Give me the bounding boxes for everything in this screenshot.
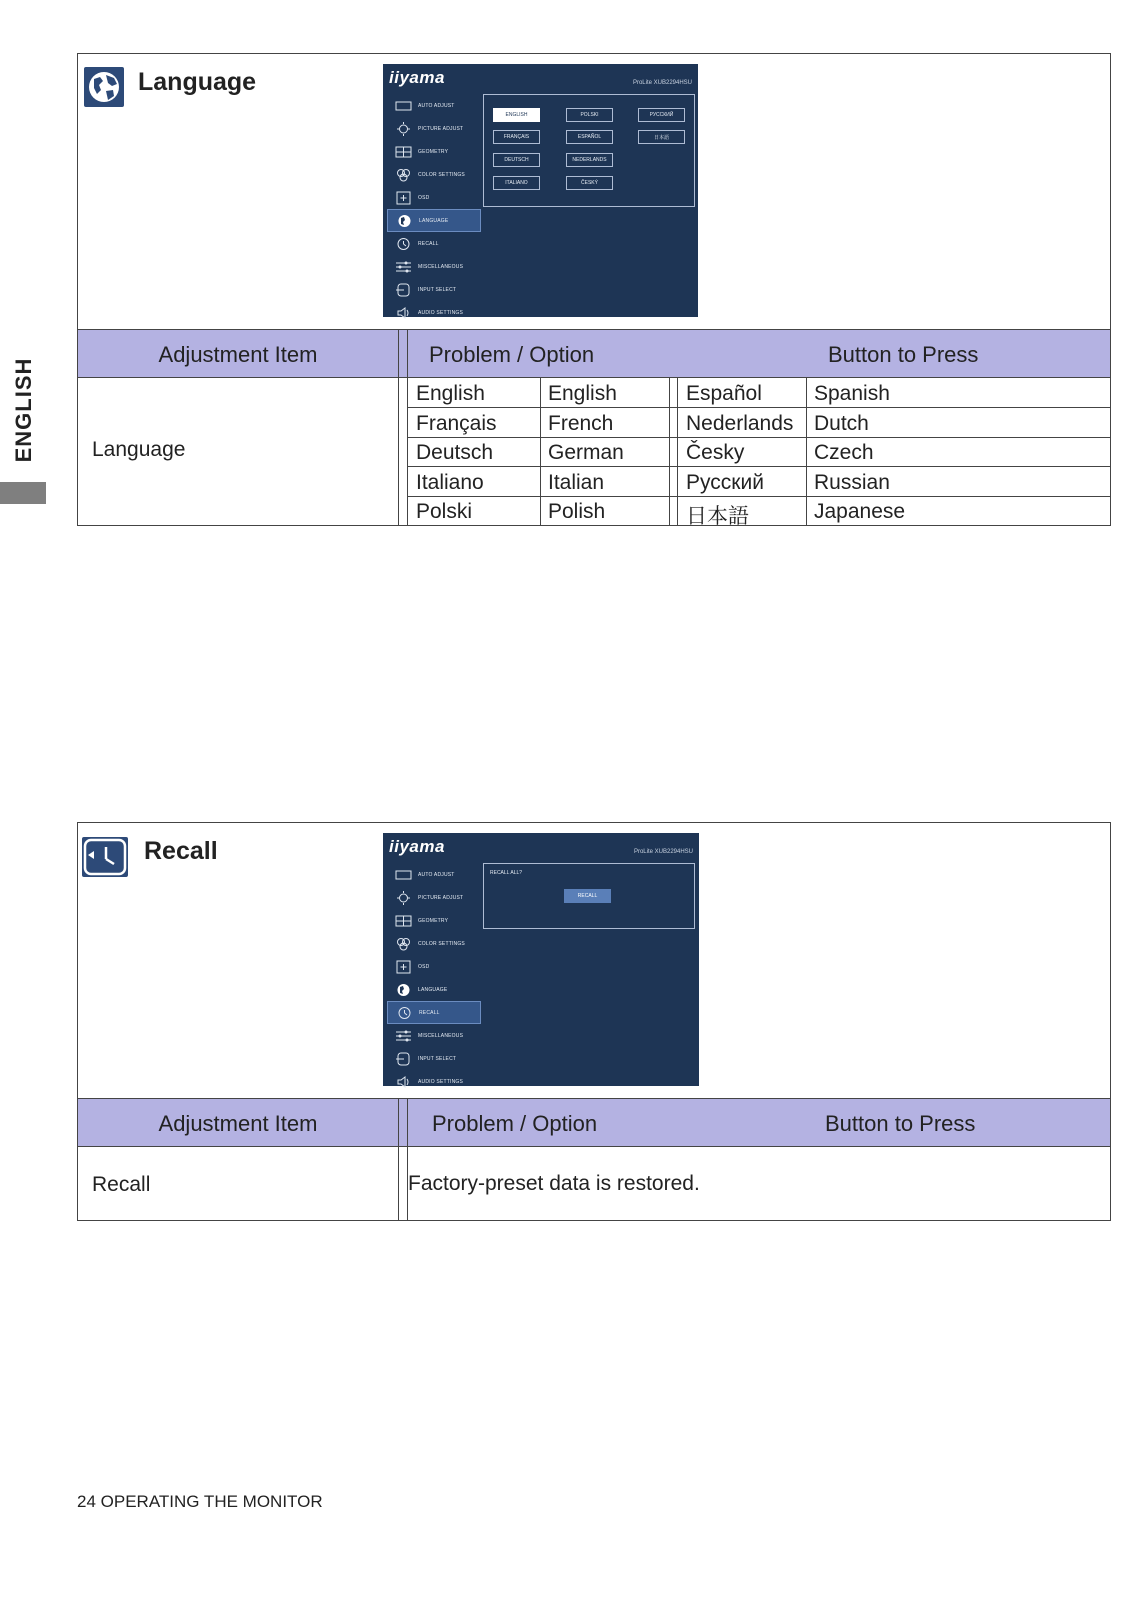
column-divider: [398, 1147, 408, 1220]
osd-menu-item-label: GEOMETRY: [418, 148, 449, 155]
osd-menu-item-label: OSD: [418, 963, 430, 970]
native-language-name: Nederlands: [686, 411, 794, 435]
table-header: [78, 1099, 1110, 1147]
osd-menu-item[interactable]: [387, 1024, 481, 1047]
osd-menu-item[interactable]: [387, 909, 481, 932]
language-options-panel: [483, 94, 695, 207]
osd-menu-item-label: PICTURE ADJUST: [418, 894, 464, 901]
recall-icon: [82, 837, 128, 877]
osd-menu-item-label: OSD: [418, 194, 430, 201]
osd-menu-item-label: AUTO ADJUST: [418, 102, 455, 109]
language-grid: [408, 378, 1110, 529]
recall-table-body: [78, 1147, 1110, 1220]
english-language-name: Italian: [548, 470, 605, 494]
table-row: [408, 467, 1110, 497]
native-language-name: Italiano: [416, 470, 484, 494]
recall-question: RECALL ALL?: [490, 870, 523, 876]
language-section: [77, 53, 1111, 529]
adjustment-item-name: Recall: [92, 1173, 151, 1196]
osd-menu-item[interactable]: [387, 232, 481, 255]
osd-icon: [395, 191, 412, 205]
miscellaneous-icon: [395, 1029, 412, 1043]
osd-menu-item-label: AUTO ADJUST: [418, 871, 455, 878]
osd-menu-item-label: MISCELLANEOUS: [418, 1032, 464, 1039]
globe-icon: [84, 67, 124, 107]
language-option-button[interactable]: ITALIANO: [493, 176, 540, 190]
table-row: [408, 408, 1110, 438]
header-adjustment-item: Adjustment Item: [158, 342, 318, 367]
column-divider: [398, 378, 408, 526]
auto-adjust-icon: [395, 99, 412, 113]
header-problem-option: Problem / Option: [429, 342, 595, 367]
auto-adjust-icon: [395, 868, 412, 882]
osd-menu-item-label: LANGUAGE: [419, 217, 449, 224]
osd-menu-item[interactable]: [387, 1001, 481, 1024]
recall-section-header: [78, 823, 1110, 1099]
table-row: [408, 496, 1110, 529]
osd-menu-item[interactable]: [387, 278, 481, 301]
recall-icon: [395, 237, 412, 251]
osd-menu-item-label: PICTURE ADJUST: [418, 125, 464, 132]
recall-button[interactable]: RECALL: [564, 889, 611, 903]
picture-adjust-icon: [395, 891, 412, 905]
osd-menu-item-label: RECALL: [418, 240, 439, 247]
iiyama-logo: iiyama: [389, 837, 445, 856]
osd-menu-item-label: INPUT SELECT: [418, 1055, 457, 1062]
language-option-button[interactable]: 日本語: [638, 130, 685, 144]
osd-model-name: ProLite XUB2294HSU: [632, 80, 692, 86]
osd-icon: [395, 960, 412, 974]
english-language-name: Polish: [548, 500, 606, 524]
table-header: [78, 330, 1110, 378]
language-option-button[interactable]: ENGLISH: [493, 108, 540, 122]
osd-menu-item-label: AUDIO SETTINGS: [418, 1078, 464, 1085]
section-title: Recall: [144, 837, 218, 865]
osd-model-name: ProLite XUB2294HSU: [633, 849, 693, 855]
header-button-to-press: Button to Press: [828, 342, 979, 367]
english-language-name: French: [548, 411, 614, 435]
language-side-tab: [0, 340, 46, 480]
osd-menu-item-label: GEOMETRY: [418, 917, 449, 924]
header-problem-option: Problem / Option: [432, 1111, 598, 1136]
osd-menu: [387, 94, 481, 324]
osd-menu-item-label: COLOR SETTINGS: [418, 171, 465, 178]
native-language-name: Polski: [416, 500, 473, 524]
audio-icon: [395, 1075, 412, 1089]
english-language-name: German: [548, 441, 624, 465]
english-language-name: Russian: [814, 470, 890, 494]
english-language-name: Dutch: [814, 411, 869, 435]
page-number: 24: [77, 1492, 96, 1511]
osd-menu-item-label: COLOR SETTINGS: [418, 940, 465, 947]
table-row: [408, 378, 1110, 408]
side-tab-label: ENGLISH: [11, 357, 36, 463]
native-language-name: Español: [686, 382, 762, 405]
header-button-to-press: Button to Press: [825, 1111, 976, 1136]
english-language-name: Japanese: [814, 500, 906, 524]
section-title: Language: [138, 68, 257, 96]
osd-menu-item[interactable]: [387, 140, 481, 163]
osd-menu-item[interactable]: [387, 863, 481, 886]
osd-menu-item[interactable]: [387, 209, 481, 232]
osd-screenshot-language: [383, 64, 698, 317]
picture-adjust-icon: [395, 122, 412, 136]
language-section-header: [78, 54, 1110, 330]
page-footer: [77, 1492, 323, 1512]
osd-menu-item[interactable]: [387, 117, 481, 140]
miscellaneous-icon: [395, 260, 412, 274]
osd-menu-item-label: RECALL: [419, 1009, 440, 1016]
osd-menu-item[interactable]: [387, 955, 481, 978]
osd-menu-item[interactable]: [387, 186, 481, 209]
osd-menu-item[interactable]: [387, 163, 481, 186]
osd-menu-item[interactable]: [387, 932, 481, 955]
native-language-name: 日本語: [686, 505, 749, 529]
osd-menu-item[interactable]: [387, 978, 481, 1001]
osd-menu-item[interactable]: [387, 1047, 481, 1070]
input-select-icon: [395, 283, 412, 297]
globe-icon: [396, 214, 413, 228]
native-language-name: Français: [416, 411, 497, 435]
iiyama-logo: iiyama: [389, 68, 445, 87]
column-divider: [398, 330, 408, 377]
osd-menu-item-label: AUDIO SETTINGS: [418, 309, 464, 316]
language-option-button[interactable]: ESPAÑOL: [566, 130, 613, 144]
globe-icon: [395, 983, 412, 997]
language-option-button[interactable]: РУССКИЙ: [638, 108, 685, 122]
adjustment-item-name: Language: [92, 438, 186, 461]
geometry-icon: [395, 914, 412, 928]
osd-menu-item[interactable]: [387, 94, 481, 117]
osd-menu-item-label: LANGUAGE: [418, 986, 448, 993]
language-table-body: [78, 378, 1110, 529]
table-row: [408, 437, 1110, 467]
recall-icon: [396, 1006, 413, 1020]
osd-screenshot-recall: [383, 833, 699, 1086]
osd-menu-item[interactable]: [387, 301, 481, 324]
language-option-button[interactable]: DEUTSCH: [493, 153, 540, 167]
header-adjustment-item: Adjustment Item: [158, 1111, 318, 1136]
native-language-name: Česky: [686, 441, 745, 465]
osd-menu-item[interactable]: [387, 886, 481, 909]
english-language-name: Spanish: [814, 382, 890, 405]
english-language-name: Czech: [814, 441, 874, 465]
language-option-button[interactable]: ČESKÝ: [566, 176, 613, 190]
native-language-name: Deutsch: [416, 441, 494, 465]
language-option-button[interactable]: FRANÇAIS: [493, 130, 540, 144]
column-divider: [398, 1099, 408, 1146]
color-settings-icon: [395, 168, 412, 182]
recall-description: Factory-preset data is restored.: [408, 1172, 700, 1195]
osd-menu-item-label: INPUT SELECT: [418, 286, 457, 293]
language-option-button[interactable]: NEDERLANDS: [566, 153, 613, 167]
recall-panel: [483, 863, 695, 929]
english-language-name: English: [548, 382, 617, 405]
color-settings-icon: [395, 937, 412, 951]
osd-menu-item-label: MISCELLANEOUS: [418, 263, 464, 270]
native-language-name: English: [416, 382, 485, 405]
language-option-button[interactable]: POLSKI: [566, 108, 613, 122]
input-select-icon: [395, 1052, 412, 1066]
recall-section: [77, 822, 1111, 1221]
side-tab-bar: [0, 482, 46, 504]
osd-menu-item[interactable]: [387, 1070, 481, 1093]
footer-section-title: OPERATING THE MONITOR: [100, 1492, 323, 1511]
geometry-icon: [395, 145, 412, 159]
audio-icon: [395, 306, 412, 320]
osd-menu-item[interactable]: [387, 255, 481, 278]
native-language-name: Русский: [686, 470, 764, 494]
osd-menu: [387, 863, 481, 1093]
